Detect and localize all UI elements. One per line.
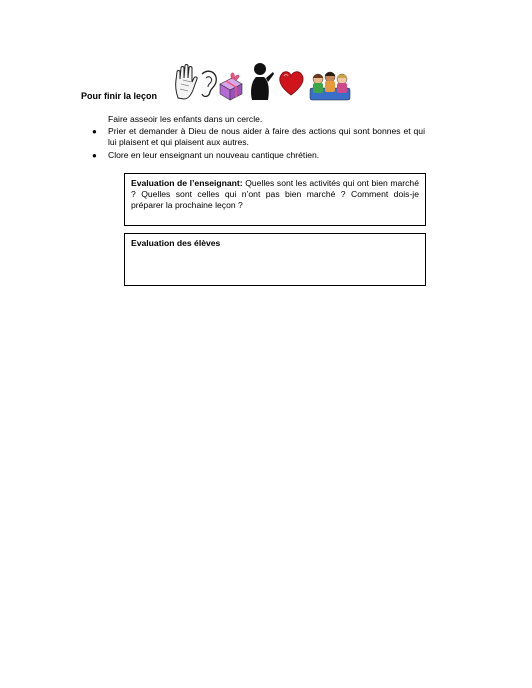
hand-icon [176,65,198,100]
list-item: ● Clore en leur enseignant un nouveau cantique chrétien. [92,150,320,160]
icon-strip [170,62,352,102]
list-item: ● Prier et demander à Dieu de nous aider à faire des actions qui sont bonnes et qui lui plaisent et qui plaisent aux autres. [92,126,425,147]
student-evaluation-label: Evaluation des élèves [131,238,221,248]
lesson-end-instructions [90,114,425,163]
bullet-icon: ● [92,127,97,136]
instruction-list [90,126,425,161]
section-heading: Pour finir la leçon [81,91,158,101]
gift-icon [220,73,242,100]
student-evaluation-box [124,233,426,286]
teacher-evaluation-box [124,173,426,226]
children-group-icon [310,72,350,100]
teacher-evaluation-label: Evaluation de l’enseignant: [131,178,243,188]
heart-icon [280,72,303,95]
teacher-evaluation-text: Quelles sont les activités qui ont bien marché ? Quelles sont celles qui n’ont pas bien marché ? Comment dois-je préparer la prochaine leçon ? [131,178,419,210]
praying-person-icon [251,63,274,100]
ear-icon [202,71,216,96]
intro-line: Faire asseoir les enfants dans un cercle. [108,114,263,124]
bullet-icon: ● [92,151,97,160]
